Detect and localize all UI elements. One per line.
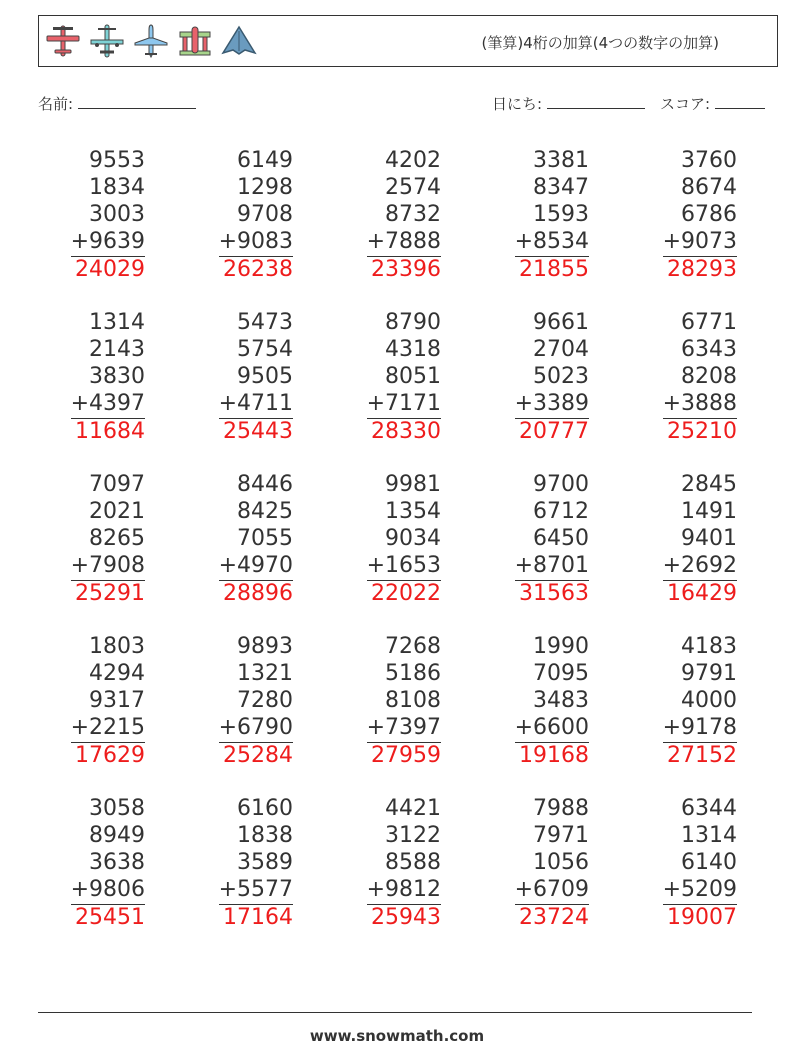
answer: 25443 [223,419,293,444]
answer: 27152 [667,743,737,768]
addend-with-plus: +6600 [514,715,589,740]
addend-with-plus: +8534 [514,229,589,254]
addition-problem [331,471,441,607]
addend: 8588 [385,850,441,875]
addend: 2845 [681,472,737,497]
addition-problem [35,147,145,283]
addend: 9981 [385,472,441,497]
addend: 7971 [533,823,589,848]
addend: 1056 [533,850,589,875]
answer: 23724 [519,905,589,930]
addition-problem [479,471,589,607]
answer: 19007 [667,905,737,930]
footer-site: www.snowmath.com [309,1027,485,1045]
addend-with-plus: +9178 [662,715,737,740]
addend-with-plus: +6709 [514,877,589,902]
addend: 2574 [385,175,441,200]
addend-with-plus: +9812 [366,877,441,902]
addend-with-plus: +5577 [218,877,293,902]
addend: 9553 [89,148,145,173]
airplane-red-icon [45,23,81,59]
answer: 27959 [371,743,441,768]
addend-with-plus: +9639 [70,229,145,254]
addend: 5023 [533,364,589,389]
addend-with-plus: +9083 [218,229,293,254]
answer: 31563 [519,581,589,606]
addend: 1838 [237,823,293,848]
name-blank[interactable] [78,94,196,109]
answer: 22022 [371,581,441,606]
addend: 8425 [237,499,293,524]
addend: 1803 [89,634,145,659]
addition-problem [35,471,145,607]
addend-with-plus: +8701 [514,553,589,578]
addend-with-plus: +5209 [662,877,737,902]
addend: 9505 [237,364,293,389]
addend: 8347 [533,175,589,200]
addition-problem [183,795,293,931]
addend: 3589 [237,850,293,875]
addend: 1990 [533,634,589,659]
answer: 17629 [75,743,145,768]
addend: 7988 [533,796,589,821]
addend-with-plus: +3389 [514,391,589,416]
airplane-teal-icon [89,23,125,59]
addend: 8790 [385,310,441,335]
addend: 1314 [681,823,737,848]
addend: 3638 [89,850,145,875]
addend-with-plus: +2692 [662,553,737,578]
addend: 1314 [89,310,145,335]
answer: 17164 [223,905,293,930]
addend: 2143 [89,337,145,362]
addend-with-plus: +7171 [366,391,441,416]
answer: 26238 [223,257,293,282]
addend: 8732 [385,202,441,227]
addend: 5473 [237,310,293,335]
answer: 19168 [519,743,589,768]
addend: 9317 [89,688,145,713]
addend-with-plus: +4711 [218,391,293,416]
addend: 3760 [681,148,737,173]
addend: 9708 [237,202,293,227]
addend: 4421 [385,796,441,821]
addition-problem [35,795,145,931]
addend: 5754 [237,337,293,362]
addend: 8265 [89,526,145,551]
answer: 23396 [371,257,441,282]
addend-with-plus: +7908 [70,553,145,578]
answer: 28896 [223,581,293,606]
addend: 6712 [533,499,589,524]
addition-problem [183,309,293,445]
answer: 24029 [75,257,145,282]
addition-problem [331,633,441,769]
addend: 1491 [681,499,737,524]
addend: 1593 [533,202,589,227]
addend: 7280 [237,688,293,713]
answer: 25451 [75,905,145,930]
answer: 25291 [75,581,145,606]
answer: 16429 [667,581,737,606]
addend: 1321 [237,661,293,686]
header-icons [45,23,257,59]
header-box [38,15,778,67]
addition-problem [331,309,441,445]
answer: 25284 [223,743,293,768]
answer: 25943 [371,905,441,930]
addition-problem [627,309,737,445]
answer: 20777 [519,419,589,444]
addend-with-plus: +6790 [218,715,293,740]
addition-problem [627,795,737,931]
addition-problem [35,309,145,445]
addend: 6450 [533,526,589,551]
addition-problem [627,633,737,769]
answer: 21855 [519,257,589,282]
name-field [38,93,196,114]
addition-problem [627,471,737,607]
addend: 6343 [681,337,737,362]
addend: 8051 [385,364,441,389]
stealth-jet-icon [221,23,257,59]
score-blank[interactable] [715,94,765,109]
addend: 8949 [89,823,145,848]
addition-problem [183,633,293,769]
addend: 9791 [681,661,737,686]
addend: 5186 [385,661,441,686]
date-field [492,93,645,114]
addend: 3830 [89,364,145,389]
addition-problem [479,309,589,445]
addend: 4294 [89,661,145,686]
addend: 1354 [385,499,441,524]
addend-with-plus: +4970 [218,553,293,578]
addend-with-plus: +4397 [70,391,145,416]
addition-problem [35,633,145,769]
addend: 6140 [681,850,737,875]
addend: 6786 [681,202,737,227]
addend: 6160 [237,796,293,821]
addend: 2021 [89,499,145,524]
addend: 6149 [237,148,293,173]
addend: 7095 [533,661,589,686]
addend-with-plus: +7397 [366,715,441,740]
addend: 1834 [89,175,145,200]
addend-with-plus: +9806 [70,877,145,902]
addend: 1298 [237,175,293,200]
addend: 8674 [681,175,737,200]
addend: 3003 [89,202,145,227]
addition-problem [331,147,441,283]
addend: 9893 [237,634,293,659]
addend: 2704 [533,337,589,362]
footer-divider [38,1012,752,1013]
addition-problem [627,147,737,283]
addition-problem [183,147,293,283]
addend: 4000 [681,688,737,713]
addend: 8208 [681,364,737,389]
answer: 25210 [667,419,737,444]
answer: 28330 [371,419,441,444]
addition-problem [331,795,441,931]
addend: 6344 [681,796,737,821]
addend: 9401 [681,526,737,551]
addend-with-plus: +3888 [662,391,737,416]
addition-problem [479,633,589,769]
addition-problem [479,147,589,283]
addend-with-plus: +1653 [366,553,441,578]
name-label: 名前: [38,95,74,113]
addend: 4202 [385,148,441,173]
answer: 28293 [667,257,737,282]
addend-with-plus: +7888 [366,229,441,254]
score-field [660,93,765,114]
addend: 9700 [533,472,589,497]
addend: 3058 [89,796,145,821]
answer: 11684 [75,419,145,444]
addend: 8446 [237,472,293,497]
addition-problem [183,471,293,607]
addend: 7097 [89,472,145,497]
addend: 3483 [533,688,589,713]
date-blank[interactable] [547,94,645,109]
addend: 6771 [681,310,737,335]
addend-with-plus: +2215 [70,715,145,740]
addend: 4183 [681,634,737,659]
addition-problem [479,795,589,931]
addend-with-plus: +9073 [662,229,737,254]
addend: 9661 [533,310,589,335]
addend: 7268 [385,634,441,659]
airplane-green-icon [177,23,213,59]
date-label: 日にち: [492,95,543,113]
addend: 7055 [237,526,293,551]
addend: 3122 [385,823,441,848]
airplane-blue-icon [133,23,169,59]
addend: 8108 [385,688,441,713]
addend: 9034 [385,526,441,551]
worksheet-title: (筆算)4桁の加算(4つの数字の加算) [481,34,719,52]
addend: 4318 [385,337,441,362]
score-label: スコア: [660,95,711,113]
addend: 3381 [533,148,589,173]
